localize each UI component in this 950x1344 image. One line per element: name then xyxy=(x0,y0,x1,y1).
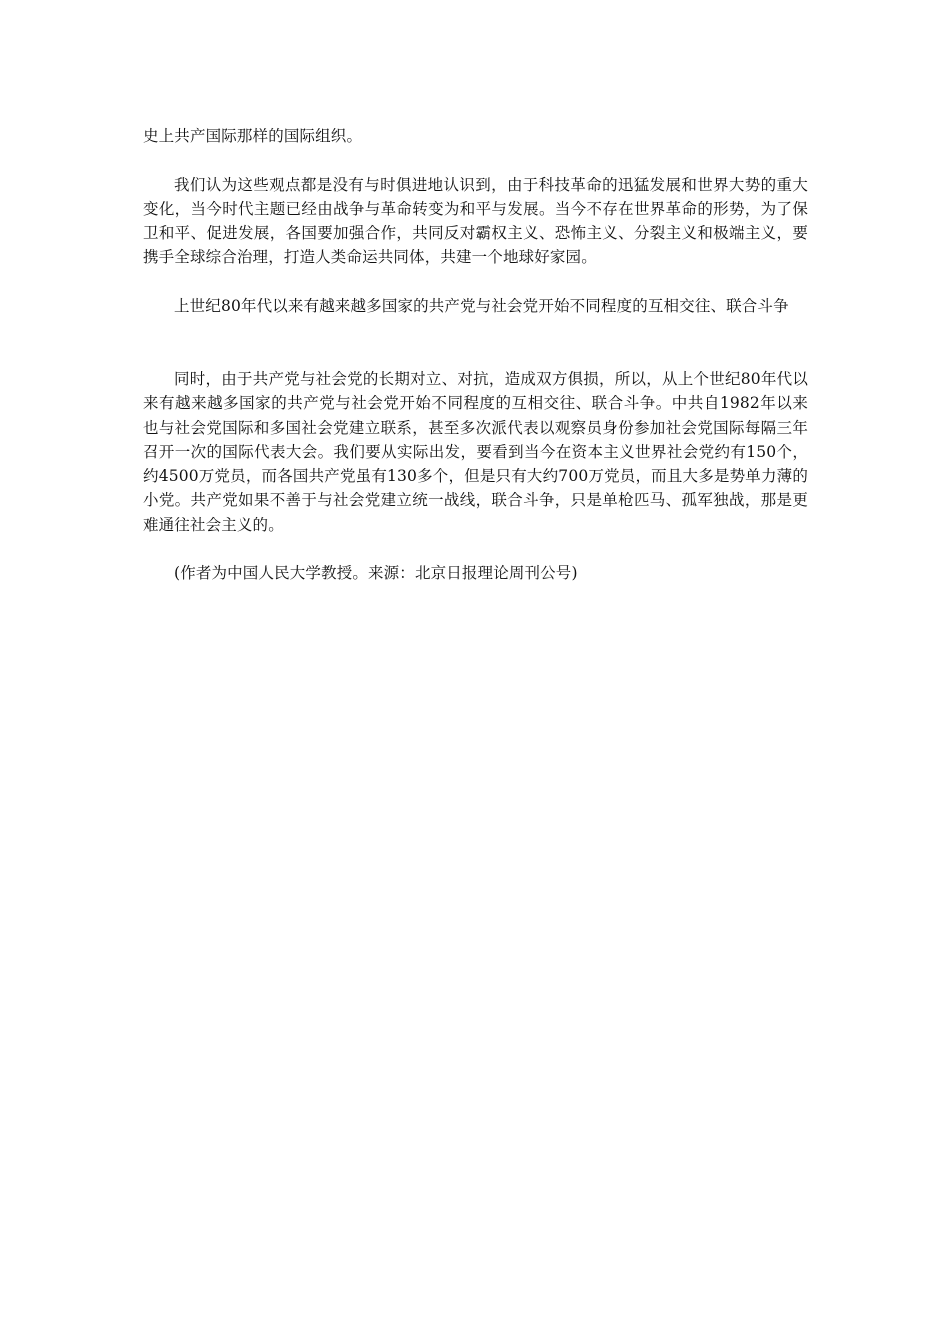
document-body xyxy=(143,124,808,586)
paragraph-continuation: 史上共产国际那样的国际组织。 xyxy=(143,127,363,145)
paragraph-spacer xyxy=(143,148,808,172)
paragraph-subheading: 上世纪80年代以来有越来越多国家的共产党与社会党开始不同程度的互相交往、联合斗争 xyxy=(174,297,789,316)
author-source-note: (作者为中国人民大学教授。来源：北京日报理论周刊公号) xyxy=(174,564,578,583)
paragraph-spacer xyxy=(143,270,808,294)
paragraph-viewpoint: 我们认为这些观点都是没有与时俱进地认识到，由于科技革命的迅猛发展和世界大势的重大变化，当今时代主题已经由战争与革命转变为和平与发展。当今不存在世界革命的形势，为了保卫和平、促进发展，各国要加强合作，共同反对霸权主义、恐怖主义、分裂主义和极端主义，要携手全球综合治理，打造人类命运共同体，共建一个地球好家园。 xyxy=(143,175,808,267)
paragraph-cooperation: 同时，由于共产党与社会党的长期对立、对抗，造成双方俱损，所以，从上个世纪80年代以来有越来越多国家的共产党与社会党开始不同程度的互相交往、联合斗争。中共自1982年以来也与社会党国际和多国社会党建立联系，甚至多次派代表以观察员身份参加社会党国际每隔三年召开一次的国际代表大会。我们要从实际出发，要看到当今在资本主义世界社会党约有150个，约4500万党员，而各国共产党虽有130多个，但是只有大约700万党员，而且大多是势单力薄的小党。共产党如果不善于与社会党建立统一战线，联合斗争，只是单枪匹马、孤军独战，那是更难通往社会主义的。 xyxy=(143,369,808,534)
paragraph-spacer xyxy=(143,537,808,561)
paragraph-spacer xyxy=(143,318,808,367)
